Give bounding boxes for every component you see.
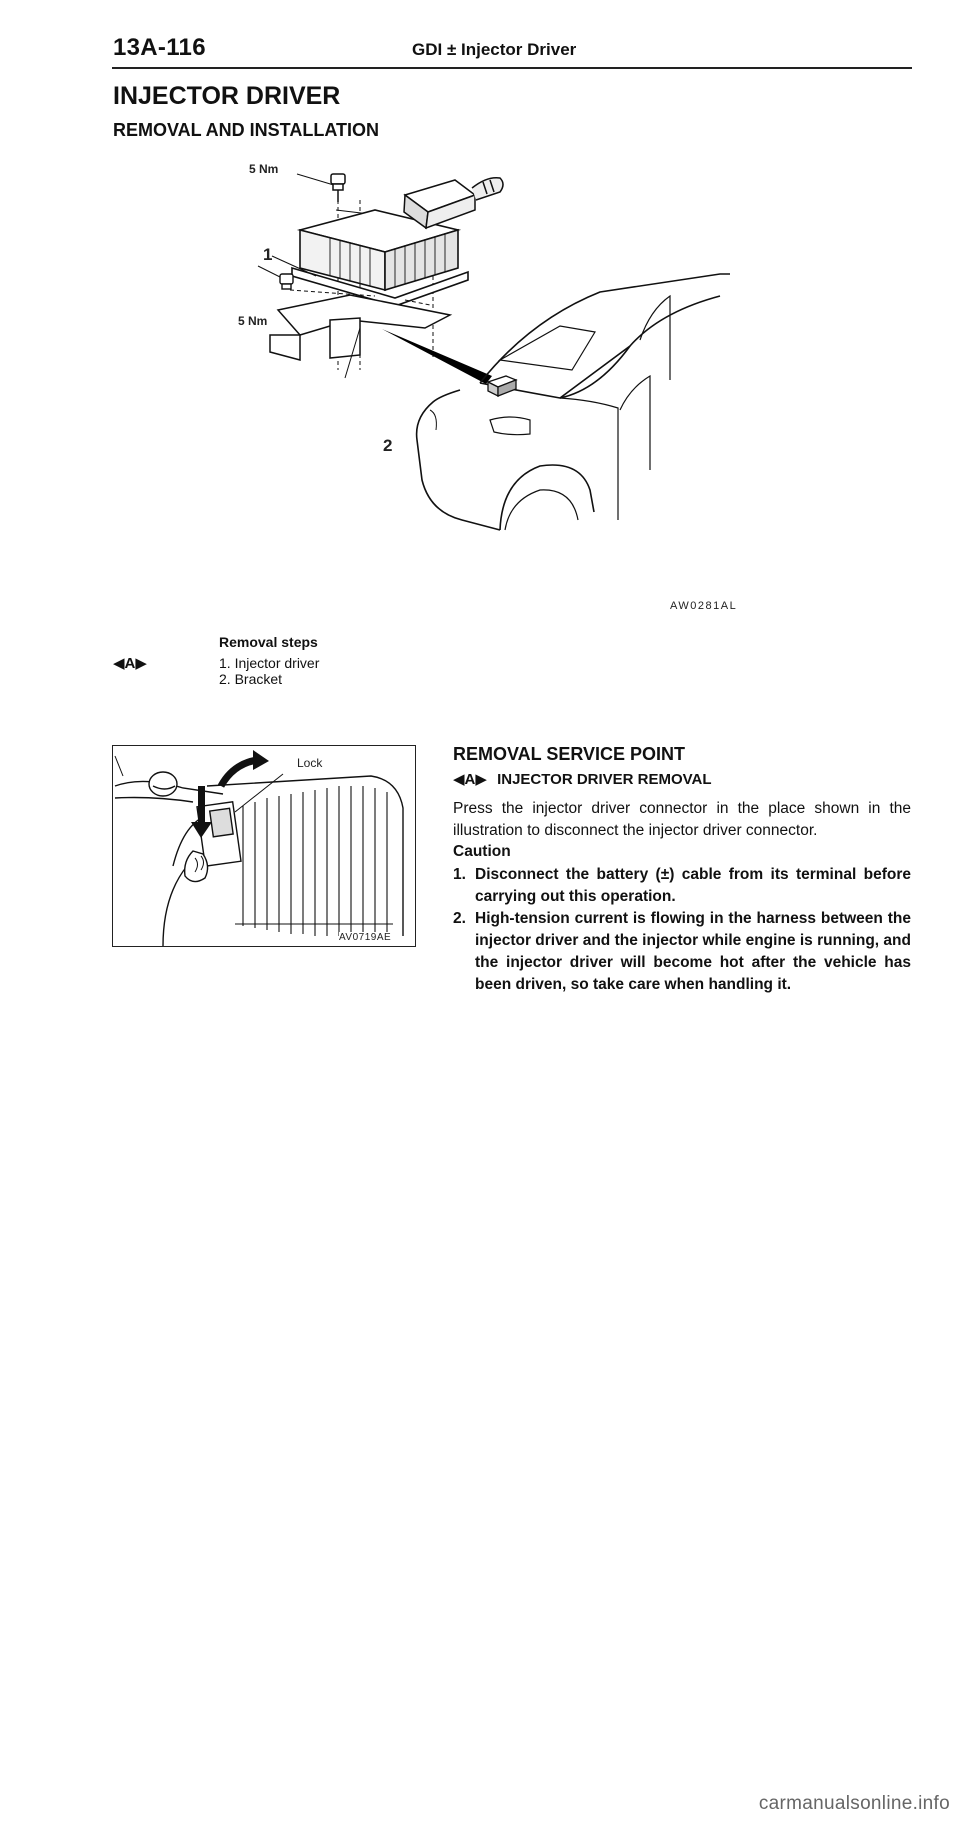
panel-figure-code: AV0719AE [339, 932, 392, 943]
top-bolt-illustration [297, 174, 345, 202]
connector-lock-illustration [112, 745, 416, 947]
header-divider [112, 67, 912, 69]
caution-text: Disconnect the battery (±) cable from its terminal before carrying out this operation. [475, 866, 911, 905]
watermark: carmanualsonline.info [758, 1793, 950, 1814]
vehicle-illustration [417, 274, 730, 530]
removal-installation-illustration [200, 140, 760, 630]
service-point-marker: ◀A▶ [453, 771, 487, 788]
removal-steps-heading: Removal steps [219, 634, 318, 650]
callout-1-leader [270, 254, 320, 278]
service-point-subtitle [453, 770, 712, 788]
torque-label-side: 5 Nm [238, 314, 268, 328]
lock-arrow-icon [221, 750, 269, 786]
caution-number: 2. [453, 910, 466, 927]
callout-2: 2 [383, 436, 393, 455]
service-point-paragraph: Press the injector driver connector in the place shown in the illustration to disconnect the injector driver connector. [453, 800, 911, 839]
connector-illustration [404, 178, 503, 228]
caution-item [453, 864, 911, 908]
service-point-subtitle-text: INJECTOR DRIVER REMOVAL [497, 771, 712, 788]
lock-label: Lock [297, 756, 323, 770]
caution-item [453, 908, 911, 996]
caution-number: 1. [453, 866, 466, 883]
figure-code: AW0281AL [670, 600, 738, 612]
sub-title: REMOVAL AND INSTALLATION [113, 120, 379, 140]
section-title: INJECTOR DRIVER [113, 82, 341, 110]
page-header-title: GDI ± Injector Driver [412, 40, 577, 59]
location-pointer [382, 329, 492, 384]
service-point-marker: ◀A▶ [113, 655, 147, 672]
caution-text: High-tension current is flowing in the harness between the injector driver and the injector while engine is running, and the injector driver will become hot after the vehicle has been driven, so take care when handling it. [475, 910, 911, 993]
page-number: 13A-116 [113, 34, 206, 61]
callout-1: 1 [263, 245, 273, 264]
torque-label-top: 5 Nm [249, 162, 279, 176]
removal-step: 1. Injector driver [219, 655, 320, 671]
caution-list [453, 864, 911, 996]
removal-step: 2. Bracket [219, 671, 283, 687]
caution-label: Caution [453, 843, 511, 860]
service-point-title: REMOVAL SERVICE POINT [453, 744, 686, 764]
mounted-driver-illustration [488, 376, 516, 396]
